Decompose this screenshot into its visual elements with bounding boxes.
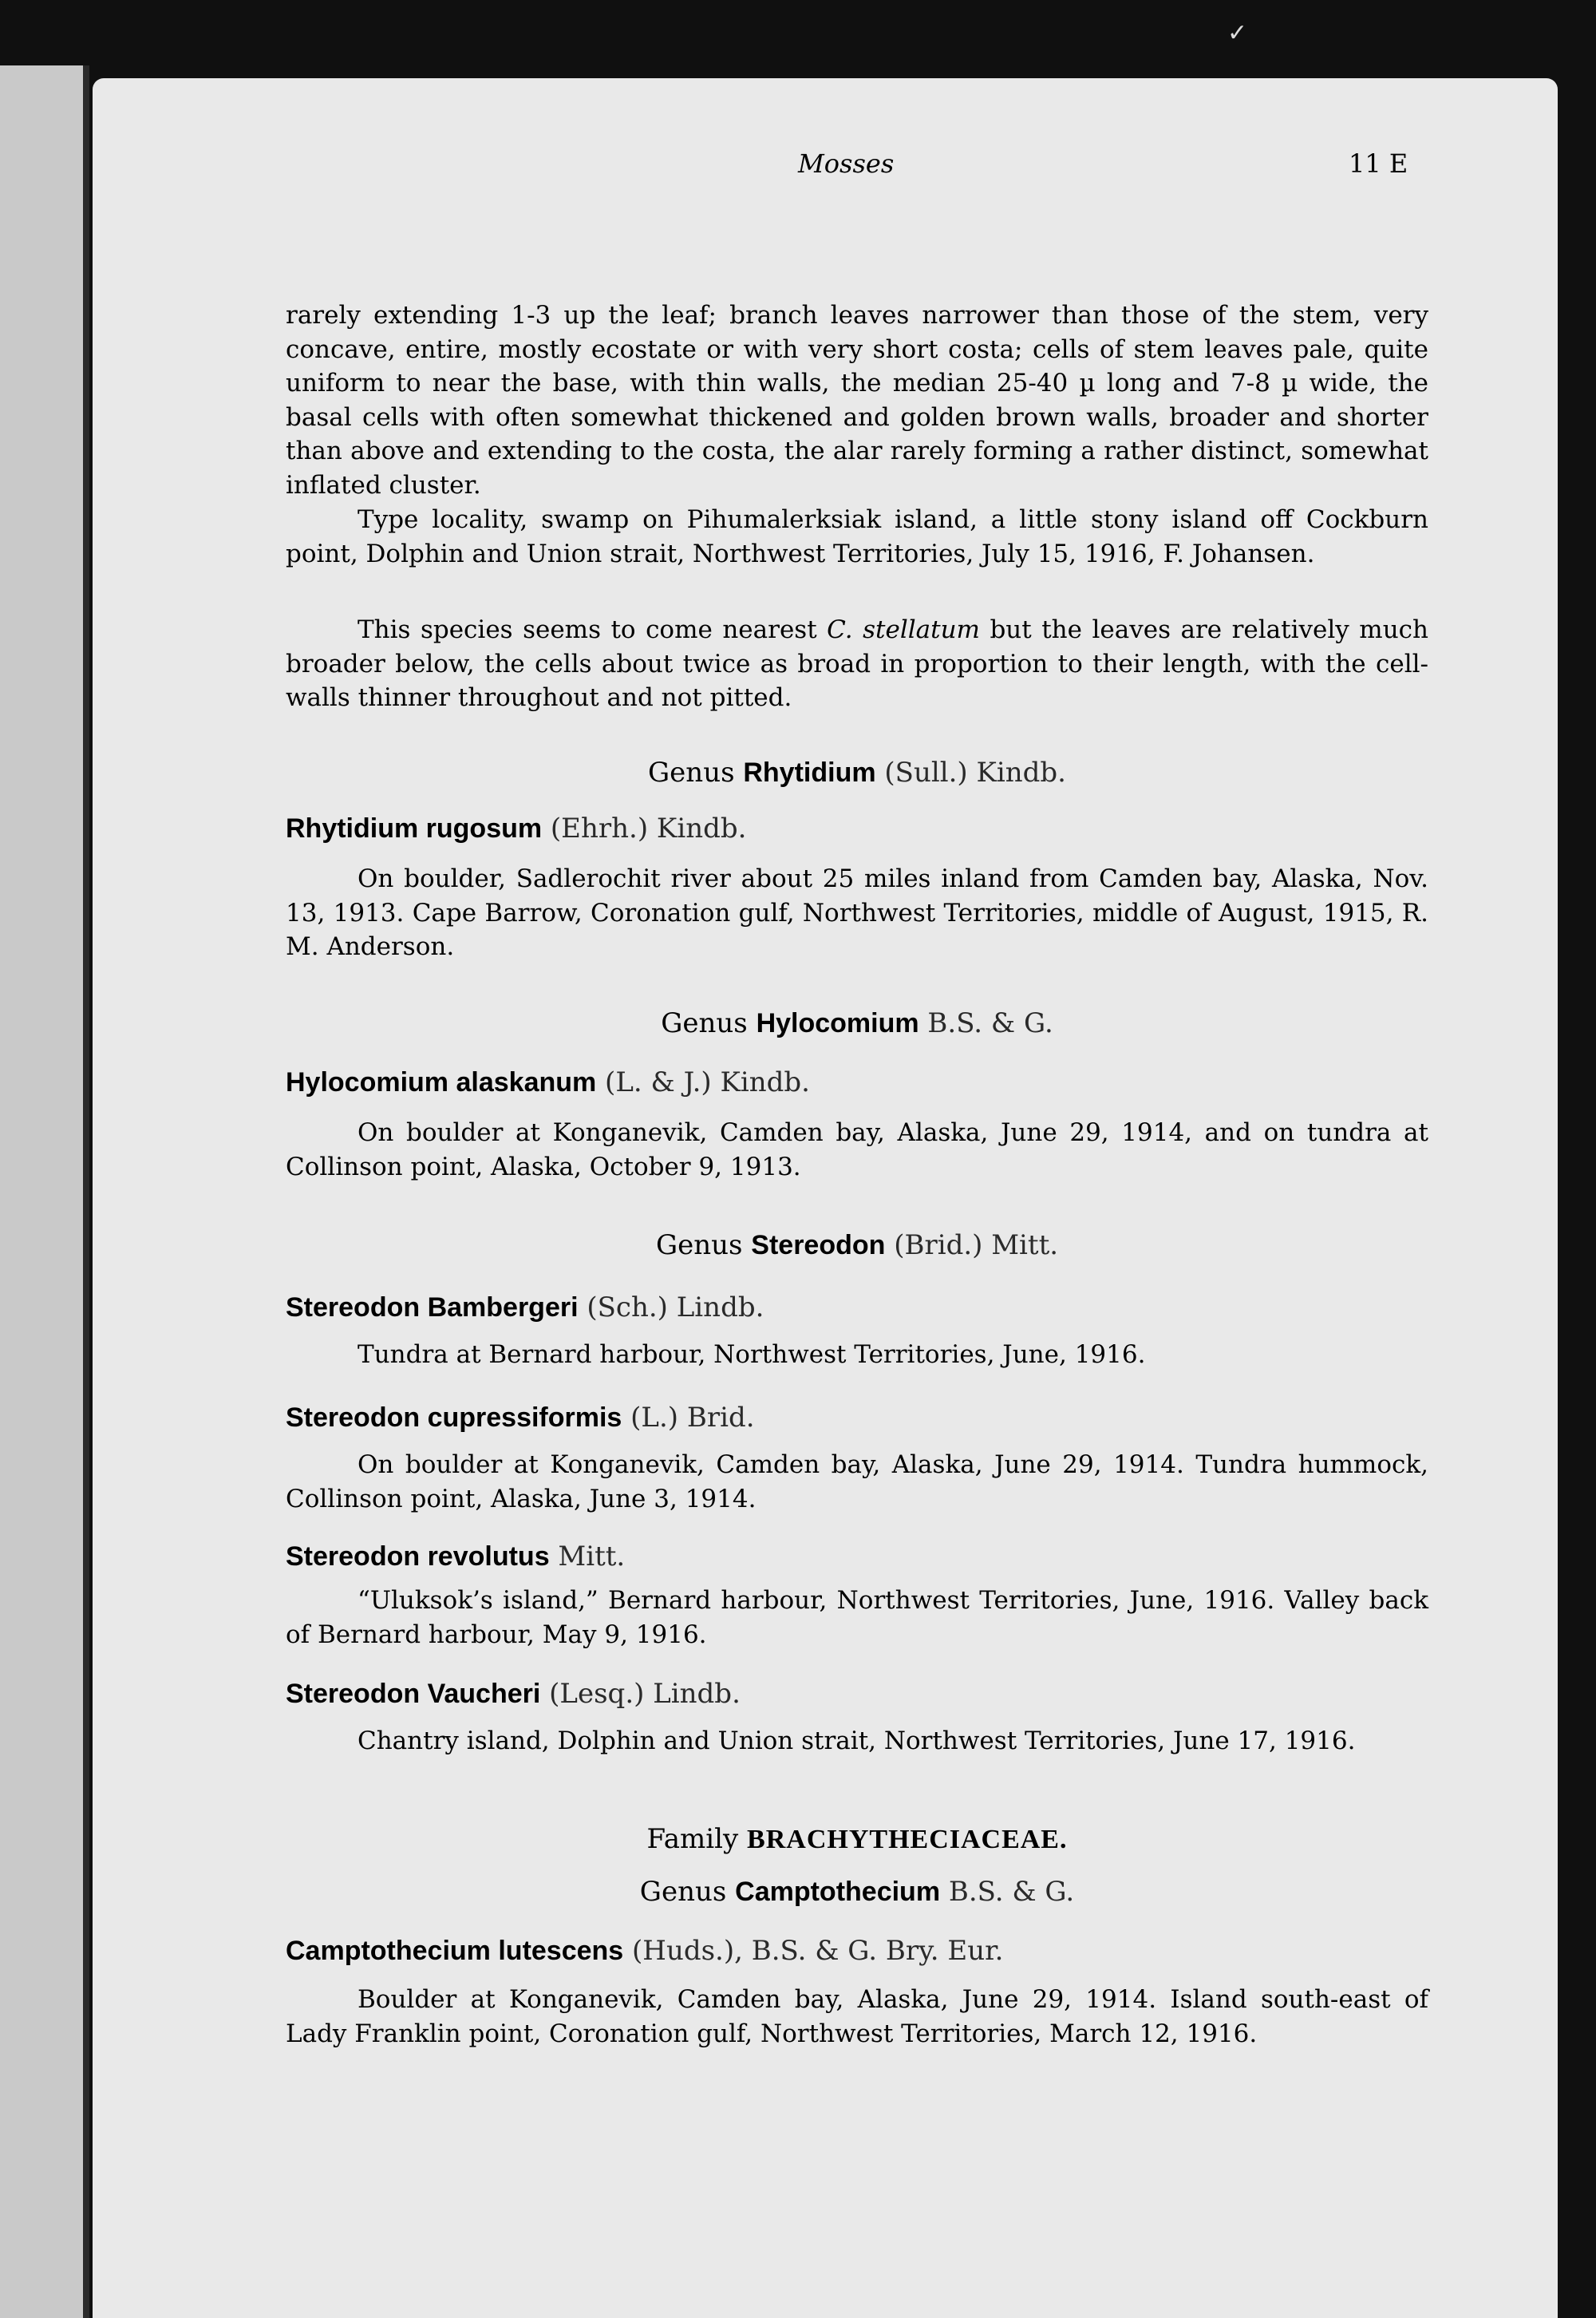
genus-authority: (Sull.) Kindb. bbox=[875, 757, 1066, 789]
record-text: “Uluksok’s island,” Bernard harbour, Northwest Territories, June, 1916. Valley back of Bernard harbour, May 9, 1916. bbox=[286, 1586, 1428, 1649]
genus-prefix: Genus bbox=[655, 1229, 752, 1261]
family-prefix: Family bbox=[646, 1823, 748, 1855]
species-name: Stereodon revolutus bbox=[286, 1541, 550, 1572]
genus-authority: B.S. & G. bbox=[940, 1876, 1075, 1908]
family-name: BRACHYTHECIACEAE. bbox=[747, 1825, 1068, 1854]
species-heading-stereodon-bambergeri bbox=[286, 1292, 764, 1323]
comparison-text-end: but the leaves are relatively much broader below, the cells about twice as broad in proportion to their length, with the cell-walls thinner throughout and not pitted. bbox=[286, 615, 1429, 712]
paragraph-description-end: rarely extending 1-3 up the leaf; branch leaves narrower than those of the stem, very concave, entire, mostly ecostate or with very short costa; cells of stem leaves pale, quite uniform to near the base, with thin walls, the median 25-40 µ long and 7-8 µ wide, the basal cells with often somewhat thickened and golden brown walls, broader and shorter than above and extending to the costa, the alar rarely forming a rather distinct, somewhat inflated cluster. bbox=[286, 301, 1428, 500]
genus-name: Stereodon bbox=[751, 1230, 886, 1260]
continued-description bbox=[286, 299, 1428, 502]
species-name: Hylocomium alaskanum bbox=[286, 1067, 597, 1098]
genus-heading-rhytidium bbox=[286, 757, 1428, 789]
record-text: On boulder, Sadlerochit river about 25 miles inland from Camden bay, Alaska, Nov. 13, 1913. Cape Barrow, Coronation gulf, Northwest Territories, middle of August, 1915, R. M. Anderson. bbox=[286, 864, 1428, 961]
genus-name: Rhytidium bbox=[743, 758, 876, 788]
species-record-stereodon-bambergeri bbox=[286, 1338, 1428, 1372]
species-name: Stereodon Bambergeri bbox=[286, 1292, 579, 1323]
species-name: Rhytidium rugosum bbox=[286, 813, 543, 844]
species-heading-stereodon-revolutus bbox=[286, 1541, 625, 1572]
genus-name: Hylocomium bbox=[756, 1008, 919, 1038]
species-authority: (Sch.) Lindb. bbox=[578, 1292, 764, 1323]
species-record-hylocomium-alaskanum bbox=[286, 1116, 1428, 1184]
genus-heading-stereodon bbox=[286, 1229, 1428, 1261]
genus-authority: (Brid.) Mitt. bbox=[885, 1229, 1059, 1261]
species-name: Camptothecium lutescens bbox=[286, 1936, 624, 1966]
record-text: Chantry island, Dolphin and Union strait, Northwest Territories, June 17, 1916. bbox=[358, 1727, 1356, 1755]
page-gutter bbox=[83, 65, 89, 2318]
species-authority: (L. & J.) Kindb. bbox=[596, 1066, 810, 1098]
species-authority: (Lesq.) Lindb. bbox=[540, 1678, 741, 1710]
comparison-taxon: C. stellatum bbox=[827, 615, 980, 644]
species-record-rhytidium-rugosum bbox=[286, 862, 1428, 964]
record-text: On boulder at Konganevik, Camden bay, Alaska, June 29, 1914. Tundra hummock, Collinson point, Alaska, June 3, 1914. bbox=[286, 1450, 1428, 1513]
facing-page-edge bbox=[0, 65, 89, 2318]
species-authority: (Ehrh.) Kindb. bbox=[542, 813, 747, 845]
record-text: On boulder at Konganevik, Camden bay, Alaska, June 29, 1914, and on tundra at Collinson point, Alaska, October 9, 1913. bbox=[286, 1118, 1428, 1181]
species-name: Stereodon cupressiformis bbox=[286, 1402, 622, 1433]
genus-prefix: Genus bbox=[648, 757, 744, 789]
species-heading-rhytidium-rugosum bbox=[286, 813, 746, 845]
species-heading-camptothecium-lutescens bbox=[286, 1935, 1003, 1967]
record-text: Boulder at Konganevik, Camden bay, Alaska, June 29, 1914. Island south-east of Lady Franklin point, Coronation gulf, Northwest Territories, March 12, 1916. bbox=[286, 1985, 1428, 2048]
species-authority: (L.) Brid. bbox=[622, 1402, 755, 1434]
species-authority: (Huds.), B.S. & G. Bry. Eur. bbox=[623, 1935, 1004, 1967]
type-locality bbox=[286, 503, 1428, 571]
family-heading-brachytheciaceae bbox=[286, 1823, 1428, 1855]
species-record-stereodon-cupressiformis bbox=[286, 1448, 1428, 1516]
species-heading-stereodon-vaucheri bbox=[286, 1678, 741, 1710]
species-heading-stereodon-cupressiformis bbox=[286, 1402, 755, 1434]
species-record-stereodon-vaucheri bbox=[286, 1724, 1428, 1758]
record-text: Tundra at Bernard harbour, Northwest Territories, June, 1916. bbox=[358, 1340, 1146, 1369]
comparison-text-start: This species seems to come nearest bbox=[358, 615, 828, 644]
genus-authority: B.S. & G. bbox=[918, 1007, 1053, 1039]
running-title: Mosses bbox=[798, 148, 895, 179]
genus-heading-camptothecium bbox=[286, 1876, 1428, 1908]
scan-mark: ✓ bbox=[1227, 19, 1248, 47]
genus-prefix: Genus bbox=[661, 1007, 757, 1039]
species-authority: Mitt. bbox=[549, 1541, 626, 1572]
paragraph-comparison bbox=[286, 613, 1428, 715]
species-record-camptothecium-lutescens bbox=[286, 1983, 1428, 2051]
paragraph-type-locality: Type locality, swamp on Pihumalerksiak island, a little stony island off Cockburn point, Dolphin and Union strait, Northwest Territories, July 15, 1916, F. Johansen. bbox=[286, 505, 1428, 568]
genus-heading-hylocomium bbox=[286, 1007, 1428, 1039]
genus-prefix: Genus bbox=[639, 1876, 736, 1908]
species-record-stereodon-revolutus bbox=[286, 1584, 1428, 1651]
page-number: 11 E bbox=[1349, 148, 1408, 179]
species-comparison bbox=[286, 613, 1428, 715]
species-name: Stereodon Vaucheri bbox=[286, 1679, 541, 1709]
genus-name: Camptothecium bbox=[735, 1877, 941, 1907]
species-heading-hylocomium-alaskanum bbox=[286, 1066, 810, 1098]
